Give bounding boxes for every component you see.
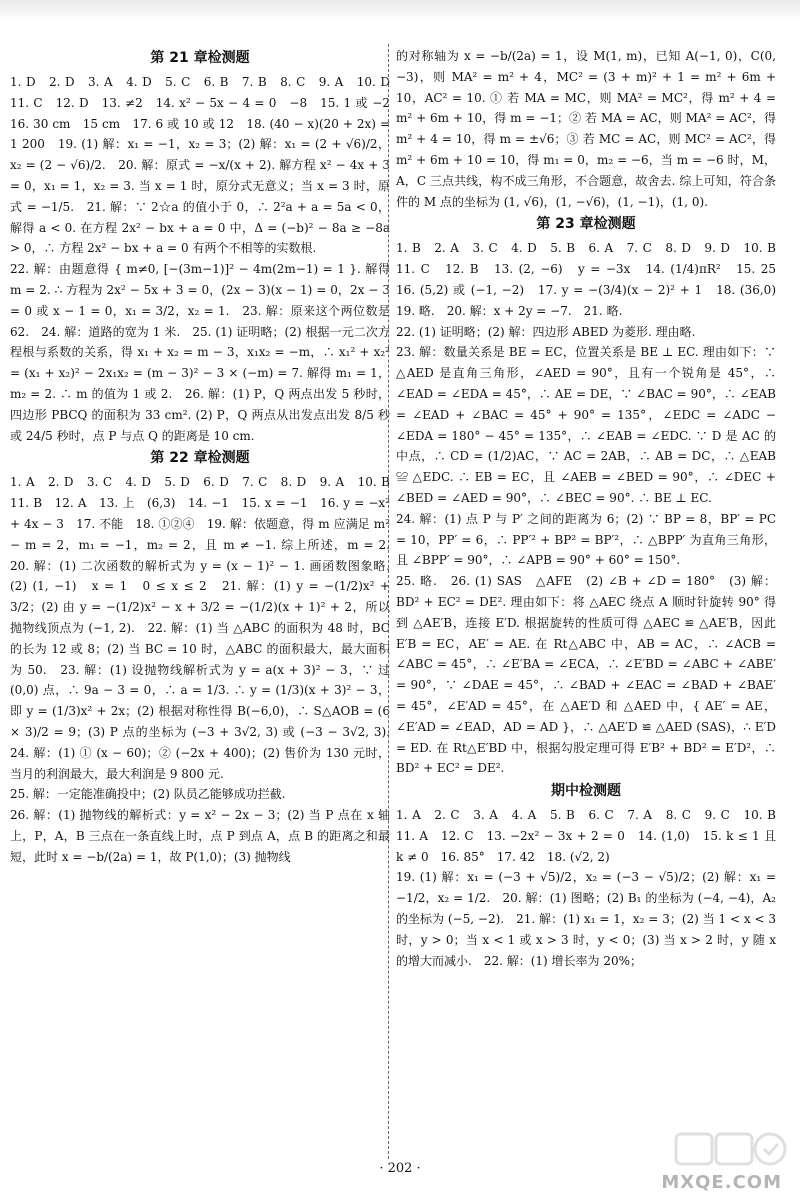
- answer-paragraph: 23. 解：数量关系是 BE = EC，位置关系是 BE ⊥ EC. 理由如下：∵ △AED 是直角三角形，∠AED = 90°，且有一个锐角是 45°，∴ ∠EAD = ∠EDA = 45°，∴ AE = DE，∵ ∠BAC = 90°，∴ ∠EAB = ∠EAD + ∠BAC = 45° + 90° = 135°，∠EDC = ∠ADC − ∠EDA = 180° − 45° = 135°，∴ ∠EAB = ∠EDC. ∵ D 是 AC 的中点，∴ CD = (1/2)AC，∵ AC = 2AB，∴ AB = DC，∴ △EAB ≌ △EDC. ∴ EB = EC，且 ∠AEB = ∠BED = 90°，∴ ∠DEC + ∠BED = ∠AED = 90°，∴ ∠BEC = 90°. ∴ BE ⊥ EC.: [396, 345, 776, 505]
- answer-paragraph: 26. 解：(1) 抛物线的解析式：y = x² − 2x − 3；(2) 当 P 点在 x 轴上，P，A，B 三点在一条直线上时，点 P 到点 A，点 B 的距离之和最短，此时 x = −b/(2a) = 1，故 P(1,0)；(3) 抛物线: [10, 808, 390, 864]
- answer-paragraph: 1. B 2. A 3. C 4. D 5. B 6. A 7. C 8. D 9. D 10. B 11. C 12. B 13. (2, −6) y = −3x 14. (1/4)πR² 15. 25 16. (5,2) 或 (−1, −2) 17. y = −(3/4)(x − 2)² + 1 18. (36,0) 19. 略. 20. 解：x + 2y = −7. 21. 略.: [396, 241, 776, 318]
- column-divider: [388, 44, 389, 1159]
- answer-paragraph: 25. 解：一定能准确投中；(2) 队员乙能够成功拦截.: [10, 787, 286, 802]
- answer-paragraph: 22. 解：由题意得 { m≠0, [−(3m−1)]² − 4m(2m−1) = 1 }. 解得 m = 2. ∴ 方程为 2x² − 5x + 3 = 0，(2x − 3)(x − 1) = 0，2x − 3 = 0 或 x − 1 = 0，x₁ = 3/2，x₂ = 1. 23. 解：原来这个两位数是 62. 24. 解：道路的宽为 1 米. 25. (1) 证明略；(2) 根据一元二次方程根与系数的关系，得 x₁ + x₂ = m − 3，x₁x₂ = −m，∴ x₁² + x₂² = (x₁ + x₂)² − 2x₁x₂ = (m − 3)² − 3 × (−m) = 7. 解得 m₁ = 1，m₂ = 2. ∴ m 的值为 1 或 2. 26. 解：(1) P，Q 两点出发 5 秒时，四边形 PBCQ 的面积为 33 cm². (2) P，Q 两点从出发点出发 8/5 秒或 24/5 秒时，点 P 与点 Q 的距离是 10 cm.: [10, 262, 390, 443]
- section-heading-ch23: 第 23 章检测题: [536, 216, 636, 233]
- section-heading-ch21: 第 21 章检测题: [150, 50, 250, 66]
- section-heading-midterm: 期中检测题: [551, 783, 621, 800]
- section-heading-ch22: 第 22 章检测题: [150, 450, 250, 467]
- watermark-text: MXQE.COM: [661, 1172, 782, 1193]
- answer-paragraph: 的对称轴为 x = −b/(2a) = 1，设 M(1, m)，已知 A(−1, 0)，C(0, −3)，则 MA² = m² + 4，MC² = (3 + m)² + 1 = m² + 6m + 10，AC² = 10. ① 若 MA = MC，则 MA² = MC²，得 m² + 4 = m² + 6m + 10，得 m = −1；② 若 MA = AC，则 MA² = AC²，得 m² + 4 = 10，得 m = ±√6；③ 若 MC = AC，则 MC² = AC²，得 m² + 6m + 10 = 10，得 m₁ = 0，m₂ = −6，当 m = −6 时，M，A，C 三点共线，构不成三角形，不合题意，故舍去. 综上可知，符合条件的 M 点的坐标为 (1, √6)，(1, −√6)，(1, −1)，(1, 0).: [396, 49, 776, 209]
- answer-paragraph: 1. A 2. D 3. C 4. D 5. D 6. D 7. C 8. D 9. A 10. B 11. B 12. A 13. 上 (6,3) 14. −1 15. x = −1 16. y = −x² + 4x − 3 17. 不能 18. ①②④ 19. 解：依题意，得 m 应满足 m² − m = 2，m₁ = −1，m₂ = 2，且 m ≠ −1. 综上所述，m = 2. 20. 解：(1) 二次函数的解析式为 y = (x − 1)² − 1. 画函数图象略. (2) (1, −1) x = 1 0 ≤ x ≤ 2 21. 解：(1) y = −(1/2)x² + 3/2；(2) 由 y = −(1/2)x² − x + 3/2 = −(1/2)(x + 1)² + 2，所以抛物线顶点为 (−1, 2). 22. 解：(1) 当 △ABC 的面积为 48 时，BC 的长为 12 或 8；(2) 当 BC = 10 时，△ABC 的面积最大，最大面积为 50. 23. 解：(1) 设抛物线解析式为 y = a(x + 3)² − 3，∵ 过 (0,0) 点，∴ 9a − 3 = 0，∴ a = 1/3. ∴ y = (1/3)(x + 3)² − 3，即 y = (1/3)x² + 2x；(2) 根据对称性得 B(−6,0)，∴ S△AOB = (6 × 3)/2 = 9；(3) P 点的坐标为 (−3 + 3√2, 3) 或 (−3 − 3√2, 3). 24. 解：(1) ① (x − 60)；② (−2x + 400)；(2) 售价为 130 元时，当月的利润最大，最大利润是 9 800 元.: [10, 475, 390, 781]
- page-number: · 202 ·: [379, 1161, 421, 1176]
- answer-paragraph: 24. 解：(1) 点 P 与 P′ 之间的距离为 6；(2) ∵ BP = 8，BP′ = PC = 10，PP′ = 6，∴ PP′² + BP² = BP′²，∴ △BPP′ 为直角三角形，且 ∠BPP′ = 90°，∴ ∠APB = 90° + 60° = 150°.: [396, 511, 776, 568]
- answer-paragraph: 19. (1) 解：x₁ = (−3 + √5)/2，x₂ = (−3 − √5)/2；(2) 解：x₁ = −1/2，x₂ = 1/2. 20. 解：(1) 图略；(2) B₁ 的坐标为 (−4, −4)，A₂ 的坐标为 (−5, −2). 21. 解：(1) x₁ = 1，x₂ = 3；(2) 当 1 < x < 3 时，y > 0；当 x < 1 或 x > 3 时，y < 0；(3) 当 x > 2 时，y 随 x 的增大而减小. 22. 解：(1) 增长率为 20%；: [396, 870, 776, 968]
- left-column: [10, 46, 390, 1156]
- answer-paragraph: 25. 略. 26. (1) SAS △AFE (2) ∠B + ∠D = 180° (3) 解：BD² + EC² = DE². 理由如下：将 △AEC 绕点 A 顺时针旋转 90° 得到 △AE′B，连接 E′D. 根据旋转的性质可得 △AEC ≌ △AE′B，因此 E′B = EC，AE′ = AE. 在 Rt△ABC 中，AB = AC，∴ ∠ACB = ∠ABC = 45°，∴ ∠E′BA = ∠ECA，∴ ∠E′BD = ∠ABC + ∠ABE′ = 90°，∵ ∠DAE = 45°，∴ ∠BAD + ∠EAC = ∠BAD + ∠BAE′ = 45°，∠E′AD = 45°，在 △AE′D 和 △AED 中，{ AE′ = AE，∠E′AD = ∠EAD，AD = AD }，∴ △AE′D ≌ △AED (SAS)，∴ E′D = ED. 在 Rt△E′BD 中，根据勾股定理可得 E′B² + BD² = E′D²，∴ BD² + EC² = DE².: [396, 574, 776, 776]
- right-column: [396, 46, 776, 1156]
- answer-paragraph: 1. A 2. C 3. A 4. A 5. B 6. C 7. A 8. C 9. C 10. B 11. A 12. C 13. −2x² − 3x + 2 = 0 14. (1,0) 15. k ≤ 1 且 k ≠ 0 16. 85° 17. 42 18. (√2, 2): [396, 808, 776, 864]
- answer-paragraph: 1. D 2. D 3. A 4. D 5. C 6. B 7. B 8. C 9. A 10. D 11. C 12. D 13. ≠2 14. x² − 5x − 4 = 0 −8 15. 1 或 −2 16. 30 cm 15 cm 17. 6 或 10 或 12 18. (40 − x)(20 + 2x) = 1 200 19. (1) 解：x₁ = −1，x₂ = 3；(2) 解：x₁ = (2 + √6)/2，x₂ = (2 − √6)/2. 20. 解：原式 = −x/(x + 2). 解方程 x² − 4x + 3 = 0，x₁ = 1，x₂ = 3. 当 x = 1 时，原分式无意义；当 x = 3 时，原式 = −1/5. 21. 解：∵ 2☆a 的值小于 0，∴ 2²a + a = 5a < 0，解得 a < 0. 在方程 2x² − bx + a = 0 中，Δ = (−b)² − 8a ≥ −8a > 0，∴ 方程 2x² − bx + a = 0 有两个不相等的实数根.: [10, 75, 390, 256]
- scan-top-shadow: [0, 0, 800, 22]
- answer-paragraph: 22. (1) 证明略；(2) 解：四边形 ABED 为菱形. 理由略.: [396, 324, 696, 339]
